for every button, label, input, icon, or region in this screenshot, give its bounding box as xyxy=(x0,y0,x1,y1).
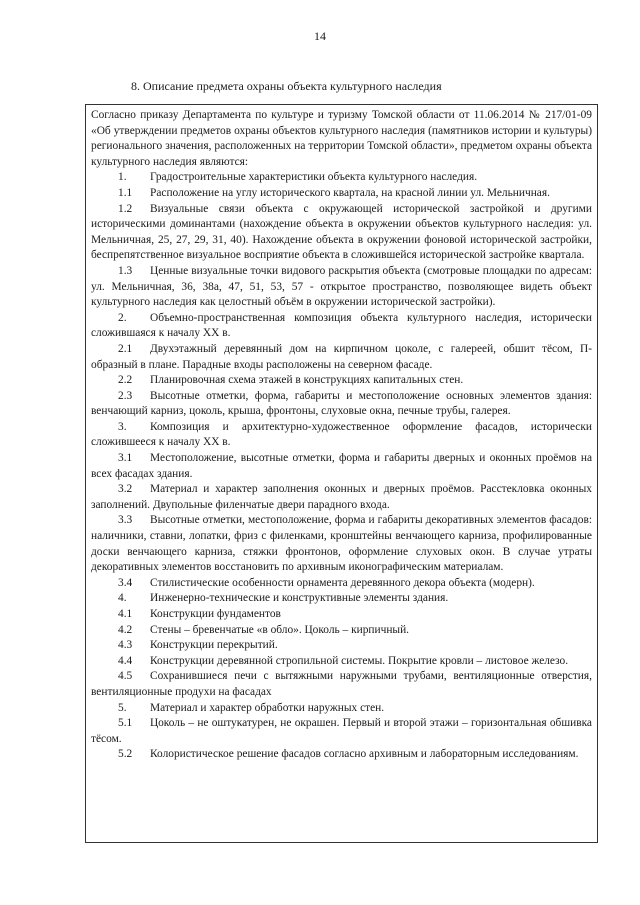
list-item xyxy=(91,701,592,717)
item-text: Двухэтажный деревянный дом на кирпичном цоколе, с галереей, обшит тёсом, П-образный в плане. Парадные входы расположены на северном фасаде. xyxy=(91,342,592,371)
item-text: Объемно-пространственная композиция объекта культурного наследия, исторически сложившаяся к началу XX в. xyxy=(91,311,592,340)
section-heading: 8. Описание предмета охраны объекта культурного наследия xyxy=(131,79,442,93)
item-number: 3.3 xyxy=(118,514,133,527)
item-text: Материал и характер обработки наружных стен. xyxy=(150,701,385,714)
item-text: Высотные отметки, местоположение, форма и габариты декоративных элементов фасадов: наличники, ставни, лопатки, фриз с филенками, кронштейны венчающего карниза, профилированные доски венчающего карниза, стяжки фронтонов, оформление слуховых окон. В случае утраты декоративных элементов восстановить по архивным иконографическим материалам. xyxy=(91,514,592,574)
item-text: Стилистические особенности орнамента деревянного декора объекта (модерн). xyxy=(150,576,535,589)
item-text: Конструкции фундаментов xyxy=(150,608,281,620)
item-number: 4. xyxy=(118,592,127,605)
item-text: Цоколь – не оштукатурен, не окрашен. Первый и второй этажи – горизонтальная обшивка тёсом. xyxy=(91,717,592,745)
list-item xyxy=(91,389,592,420)
item-text: Сохранившиеся печи с вытяжными наружными трубами, вентиляционные отверстия, вентиляционные продухи на фасадах xyxy=(91,670,592,698)
list-item xyxy=(91,513,592,575)
item-number: 1.1 xyxy=(118,186,133,199)
list-item xyxy=(91,638,592,654)
list-item xyxy=(91,373,592,389)
item-number: 2.3 xyxy=(118,389,133,402)
item-text: Материал и характер заполнения оконных и дверных проёмов. Расстекловка оконных заполнений. Двупольные филенчатые двери парадного входа. xyxy=(91,483,592,511)
item-number: 4.1 xyxy=(118,608,133,620)
list-item xyxy=(91,186,592,202)
item-number: 3.2 xyxy=(118,483,133,496)
item-text: Композиция и архитектурно-художественное оформление фасадов, исторически сложившееся к началу XX в. xyxy=(91,420,592,449)
list-item xyxy=(91,669,592,700)
intro-paragraph: Согласно приказу Департамента по культуре и туризму Томской области от 11.06.2014 № 217/01-09 «Об утверждении предметов охраны объектов культурного наследия (памятников истории и культуры) регионального значения, расположенных на территории Томской области», предметом охраны объекта культурного наследия являются: xyxy=(91,109,592,168)
item-number: 3. xyxy=(118,420,127,433)
item-text: Конструкции деревянной стропильной системы. Покрытие кровли – листовое железо. xyxy=(150,654,569,667)
protection-subject-box xyxy=(85,104,598,843)
list-item xyxy=(91,607,592,623)
list-item xyxy=(91,202,592,264)
list-item xyxy=(91,716,592,747)
item-number: 5.1 xyxy=(118,717,133,730)
list-item xyxy=(91,654,592,670)
item-text: Планировочная схема этажей в конструкциях капитальных стен. xyxy=(150,374,464,387)
list-item xyxy=(91,311,592,342)
list-item xyxy=(91,747,592,763)
item-number: 5.2 xyxy=(118,748,133,761)
item-text: Градостроительные характеристики объекта культурного наследия. xyxy=(150,171,478,184)
item-text: Инженерно-технические и конструктивные элементы здания. xyxy=(150,592,449,605)
item-number: 5. xyxy=(118,701,127,714)
item-text: Колористическое решение фасадов согласно архивным и лабораторным исследованиям. xyxy=(150,748,579,761)
item-text: Визуальные связи объекта с окружающей исторической застройкой и другими историческими доминантами (нахождение объекта в окружении объектов культурного наследия: ул. Мельничная, 25, 27, 29, 31, 40). Нахождение объекта в окружении фоновой исторической застройки, беспрепятственное визуальное восприятие объекта в сложившейся исторической застройке квартала. xyxy=(91,202,592,262)
item-number: 2.1 xyxy=(118,342,133,355)
item-number: 4.5 xyxy=(118,670,133,683)
item-number: 1.3 xyxy=(118,264,133,277)
item-text: Местоположение, высотные отметки, форма и габариты дверных и оконных проёмов на всех фасадах здания. xyxy=(91,452,592,480)
item-number: 2.2 xyxy=(118,374,133,387)
list-item xyxy=(91,451,592,482)
item-number: 4.2 xyxy=(118,623,133,636)
list-item xyxy=(91,576,592,592)
list-item xyxy=(91,591,592,607)
item-number: 2. xyxy=(118,311,127,324)
list-item xyxy=(91,623,592,639)
item-number: 1. xyxy=(118,171,127,184)
item-number: 1.2 xyxy=(118,202,133,215)
item-number: 4.3 xyxy=(118,639,133,652)
item-text: Расположение на углу исторического квартала, на красной линии ул. Мельничная. xyxy=(150,186,550,199)
list-item xyxy=(91,170,592,186)
item-number: 4.4 xyxy=(118,654,133,667)
item-text: Высотные отметки, форма, габариты и местоположение основных элементов здания: венчающий карниз, цоколь, крыша, фронтоны, слуховые окна, печные трубы, галерея. xyxy=(91,389,592,418)
item-number: 3.4 xyxy=(118,576,133,589)
list-item xyxy=(91,342,592,373)
list-item xyxy=(91,420,592,451)
item-number: 3.1 xyxy=(118,452,133,465)
item-text: Стены – бревенчатые «в обло». Цоколь – кирпичный. xyxy=(150,623,410,636)
list-item xyxy=(91,482,592,513)
page-number: 14 xyxy=(314,29,326,43)
items-list xyxy=(91,170,592,763)
list-item xyxy=(91,264,592,311)
item-text: Ценные визуальные точки видового раскрытия объекта (смотровые площадки по адресам: ул. Мельничная, 36, 38а, 47, 51, 53, 57 - открытое пространство, позволяющее видеть объект культурного наследия как целостный объём в окружении исторической застройки). xyxy=(91,264,592,309)
item-text: Конструкции перекрытий. xyxy=(150,639,278,652)
